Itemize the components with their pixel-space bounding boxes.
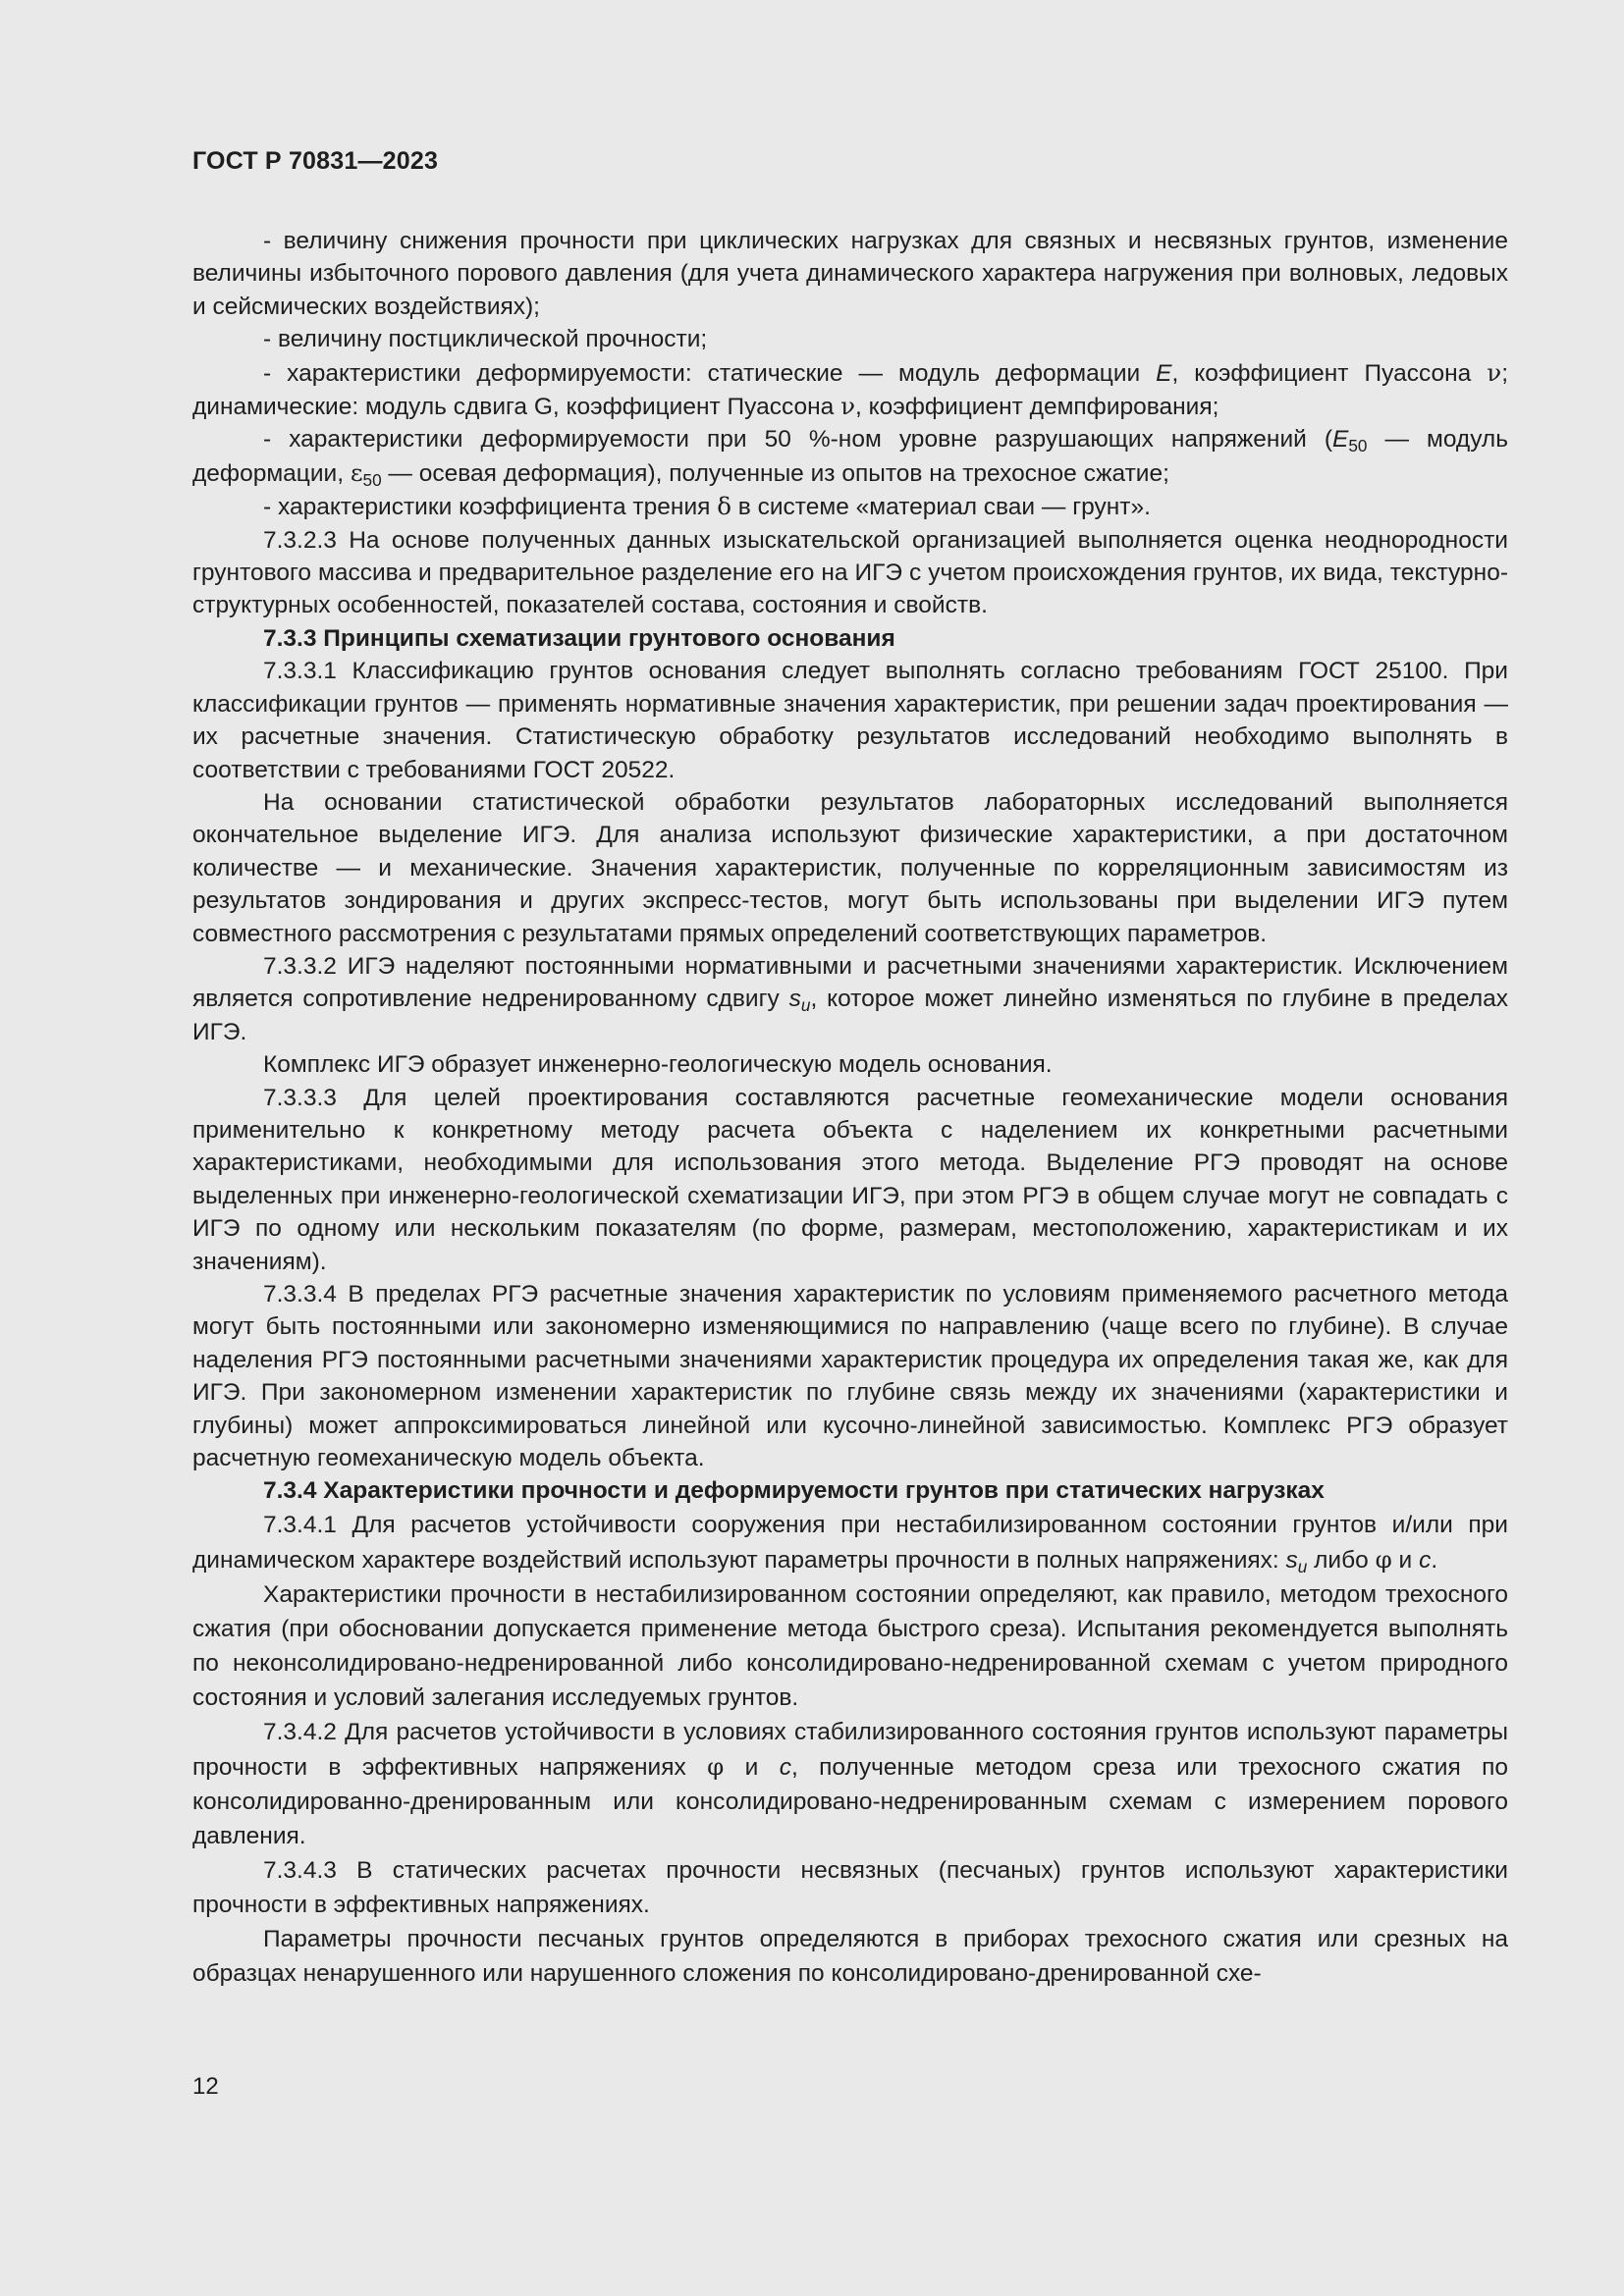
page-number: 12	[192, 2073, 219, 2100]
body-paragraph: 7.3.4.2 Для расчетов устойчивости в условиях стабилизированного состояния грунтов используют параметры прочности в эффективных напряжениях φ и c, полученные методом среза или трехосного сжатия по консолидированно-дренированным или консолидировано-недренированным схемам с измерением порового давления.	[192, 1718, 1508, 1849]
body-paragraph: Параметры прочности песчаных грунтов определяются в приборах трехосного сжатия или срезных на образцах ненарушенного или нарушенного сложения по консолидировано-дренированной схе-	[192, 1925, 1508, 1987]
body-paragraph: На основании статистической обработки результатов лабораторных исследований выполняется окончательное выделение ИГЭ. Для анализа используют физические характеристики, а при достаточном количестве — и механические. Значения характеристик, полученные по корреляционным зависимостям из результатов зондирования и других экспресс-тестов, могут быть использованы при выделении ИГЭ путем совместного рассмотрения с результатами прямых определений соответствующих параметров.	[192, 788, 1508, 947]
body-paragraph: Комплекс ИГЭ образует инженерно-геологическую модель основания.	[263, 1051, 1053, 1079]
body-paragraph: - характеристики деформируемости при 50 %-ном уровне разрушающих напряжений ($E_{50}$ — модуль деформации, $\varepsilon_{50}$ — осевая деформация), полученные из опытов на трехосное сжатие;	[192, 426, 1508, 490]
body-paragraph: 7.3.4.1 Для расчетов устойчивости сооружения при нестабилизированном состоянии грунтов и/или при динамическом характере воздействий используют параметры прочности в полных напряжениях: $s_u$ либо φ и c.	[192, 1511, 1508, 1576]
body-paragraph: - величину постциклической прочности;	[263, 326, 708, 353]
body-paragraph: - величину снижения прочности при циклических нагрузках для связных и несвязных грунтов, изменение величины избыточного порового давления (для учета динамического характера нагружения при волновых, ледовых и сейсмических воздействиях);	[192, 228, 1508, 320]
document-body	[192, 225, 1508, 1991]
body-paragraph: 7.3.2.3 На основе полученных данных изыскательской организацией выполняется оценка неоднородности грунтового массива и предварительное разделение его на ИГЭ с учетом происхождения грунтов, их вида, текстурно-структурных особенностей, показателей состава, состояния и свойств.	[192, 526, 1508, 619]
body-paragraph: 7.3.3.3 Для целей проектирования составляются расчетные геомеханические модели основания применительно к конкретному методу расчета объекта с наделением их конкретными расчетными характеристиками, необходимыми для использования этого метода. Выделение РГЭ проводят на основе выделенных при инженерно-геологической схематизации ИГЭ, при этом РГЭ в общем случае могут не совпадать с ИГЭ по одному или нескольким показателям (по форме, размерам, местоположению, характеристикам и их значениям).	[192, 1084, 1508, 1275]
body-paragraph: Характеристики прочности в нестабилизированном состоянии определяют, как правило, методом трехосного сжатия (при обосновании допускается применение метода быстрого среза). Испытания рекомендуется выполнять по неконсолидировано-недренированной либо консолидировано-недренированной схемам с учетом природного состояния и условий залегания исследуемых грунтов.	[192, 1580, 1508, 1711]
body-paragraph: - характеристики деформируемости: статические — модуль деформации E, коэффициент Пуассона ν; динамические: модуль сдвига G, коэффициент Пуассона ν, коэффициент демпфирования;	[192, 357, 1508, 421]
document-header: ГОСТ Р 70831—2023	[192, 147, 439, 175]
body-paragraph: 7.3.3.1 Классификацию грунтов основания следует выполнять согласно требованиям ГОСТ 25100. При классификации грунтов — применять нормативные значения характеристик, при решении задач проектирования — их расчетные значения. Статистическую обработку результатов исследований необходимо выполнять в соответствии с требованиями ГОСТ 20522.	[192, 658, 1508, 783]
body-paragraph: 7.3.4.3 В статических расчетах прочности несвязных (песчаных) грунтов используют характеристики прочности в эффективных напряжениях.	[192, 1856, 1508, 1918]
body-paragraph: 7.3.3.2 ИГЭ наделяют постоянными нормативными и расчетными значениями характеристик. Исключением является сопротивление недренированному сдвигу $s_u$, которое может линейно изменяться по глубине в пределах ИГЭ.	[192, 952, 1508, 1045]
body-paragraph: 7.3.3.4 В пределах РГЭ расчетные значения характеристик по условиям применяемого расчетного метода могут быть постоянными или закономерно изменяющимися по направлению (чаще всего по глубине). В случае наделения РГЭ постоянными расчетными значениями характеристик процедура их определения такая же, как для ИГЭ. При закономерном изменении характеристик по глубине связь между их значениями (характеристики и глубины) может аппроксимироваться линейной или кусочно-линейной зависимостью. Комплекс РГЭ образует расчетную геомеханическую модель объекта.	[192, 1281, 1508, 1472]
body-paragraph: - характеристики коэффициента трения δ в системе «материал сваи — грунт».	[263, 492, 1151, 521]
section-heading: 7.3.4 Характеристики прочности и деформируемости грунтов при статических нагрузках	[263, 1477, 1325, 1505]
section-heading: 7.3.3 Принципы схематизации грунтового основания	[263, 624, 895, 652]
